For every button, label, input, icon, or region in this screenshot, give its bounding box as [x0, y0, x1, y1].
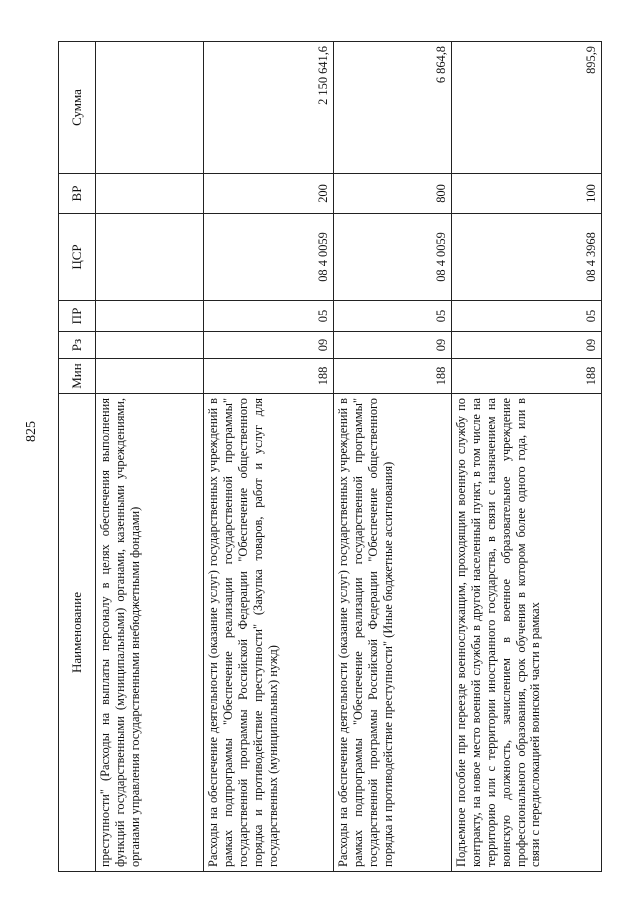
- row-min: 188: [204, 359, 334, 394]
- page-number: 825: [24, 421, 39, 442]
- row-min: 188: [334, 359, 452, 394]
- row-rz: 09: [204, 332, 334, 359]
- row-pr: [96, 301, 204, 332]
- row-pr: 05: [452, 301, 602, 332]
- table-row: [204, 42, 334, 872]
- row-sum: 6 864,8: [334, 42, 452, 174]
- header-sum: Сумма: [59, 42, 96, 174]
- row-name: преступности" (Расходы на выплаты персоналу в целях обеспечения выполнения функций государственными (муниципальными) органами, казенными учреждениями, органами управления государственными внебюджетными фондами): [96, 394, 204, 872]
- header-csr: ЦСР: [59, 214, 96, 301]
- row-rz: [96, 332, 204, 359]
- header-min: Мин: [59, 359, 96, 394]
- header-pr: ПР: [59, 301, 96, 332]
- row-sum: [96, 42, 204, 174]
- row-rz: 09: [452, 332, 602, 359]
- table-header-row: [59, 42, 96, 872]
- row-min: 188: [452, 359, 602, 394]
- row-csr: [96, 214, 204, 301]
- row-pr: 05: [204, 301, 334, 332]
- rotated-page: [58, 42, 598, 872]
- row-vr: 200: [204, 174, 334, 214]
- header-rz: Рз: [59, 332, 96, 359]
- header-vr: ВР: [59, 174, 96, 214]
- budget-table: [58, 41, 602, 872]
- row-min: [96, 359, 204, 394]
- row-vr: 800: [334, 174, 452, 214]
- row-name: Расходы на обеспечение деятельности (оказание услуг) государственных учреждений в рамках подпрограммы "Обеспечение реализации государственной программы" государственной программы Российской Федерации "Обеспечение общественного порядка и противодействие преступности" (Закупка товаров, работ и услуг для государственных (муниципальных) нужд): [204, 394, 334, 872]
- table-row: [96, 42, 204, 872]
- row-vr: [96, 174, 204, 214]
- row-csr: 08 4 3968: [452, 214, 602, 301]
- table-row: [334, 42, 452, 872]
- row-vr: 100: [452, 174, 602, 214]
- row-name: Расходы на обеспечение деятельности (оказание услуг) государственных учреждений в рамках подпрограммы "Обеспечение реализации государственной программы" государственной программы Российской Федерации "Обеспечение общественного порядка и противодействие преступности" (Иные бюджетные ассигнования): [334, 394, 452, 872]
- row-name: Подъемное пособие при переезде военнослужащим, проходящим военную службу по контракту, на новое место военной службы в другой населенный пункт, в том числе на территорию или с территории иностранного государства, в связи с назначением на воинскую должность, зачислением в военное образовательное учреждение профессионального образования, срок обучения в котором более одного года, или в связи с передислокацией воинской части в рамках: [452, 394, 602, 872]
- table-row: [452, 42, 602, 872]
- row-csr: 08 4 0059: [334, 214, 452, 301]
- header-name: Наименование: [59, 394, 96, 872]
- row-sum: 895,9: [452, 42, 602, 174]
- row-pr: 05: [334, 301, 452, 332]
- row-rz: 09: [334, 332, 452, 359]
- row-csr: 08 4 0059: [204, 214, 334, 301]
- row-sum: 2 150 641,6: [204, 42, 334, 174]
